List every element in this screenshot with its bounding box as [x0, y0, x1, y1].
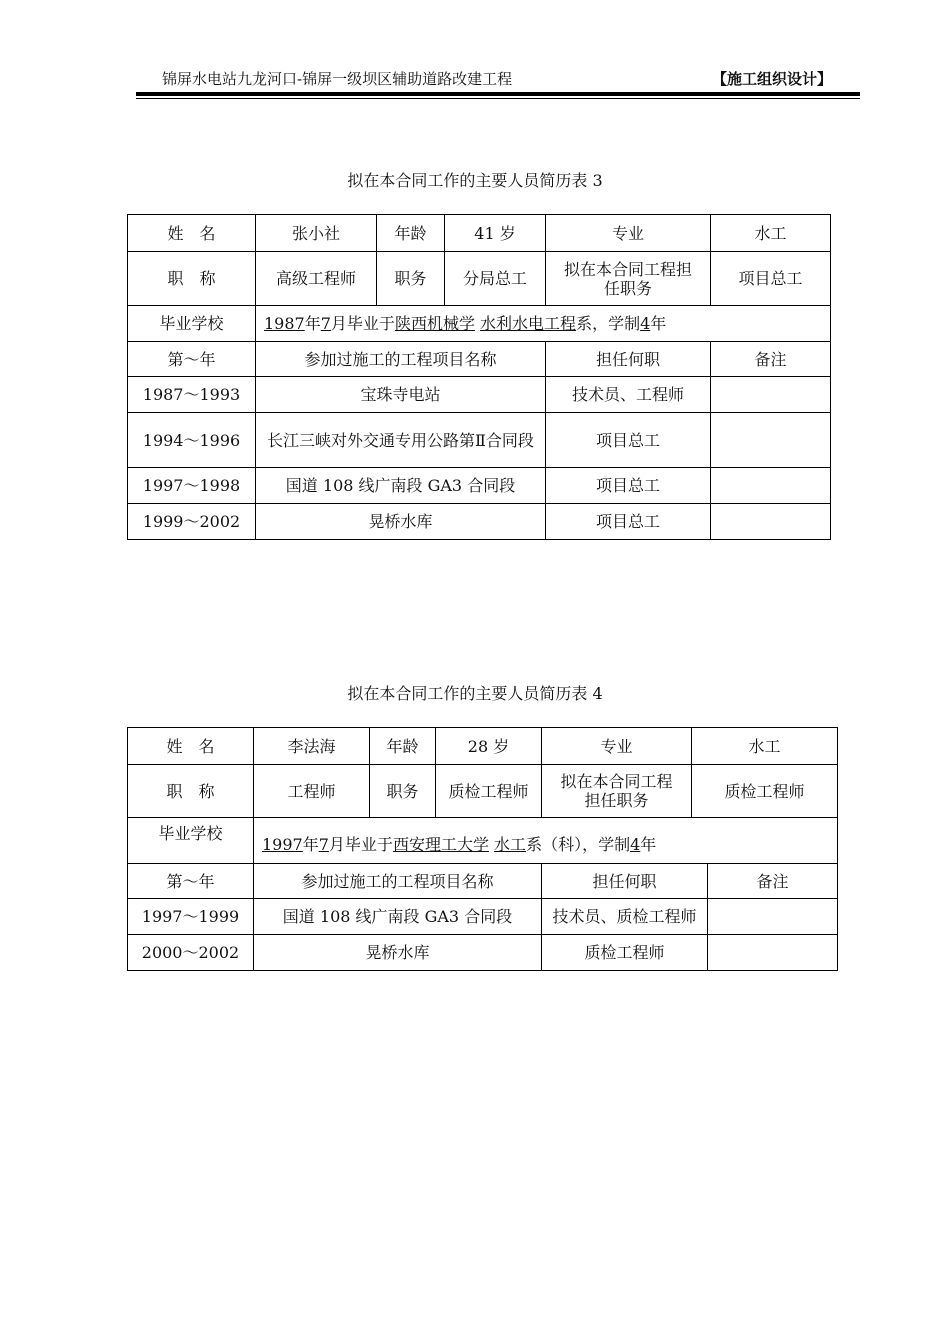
name-label: 姓 名	[128, 215, 256, 252]
table-row	[128, 935, 838, 971]
department: 水利水电工程	[480, 314, 577, 333]
role-cell: 项目总工	[546, 413, 711, 468]
period-cell: 1997～1998	[128, 468, 256, 504]
role-cell: 项目总工	[546, 504, 711, 540]
period-cell: 1997～1999	[128, 899, 254, 935]
note-cell	[708, 899, 838, 935]
table-row	[128, 468, 831, 504]
role-value: 质检工程师	[692, 765, 838, 818]
table-header-row	[128, 864, 838, 899]
table-row	[128, 306, 831, 342]
age-value: 28 岁	[436, 728, 542, 765]
school-label: 毕业学校	[128, 818, 254, 864]
school-value: 1997年7月毕业于西安理工大学 水工系（科），学制4年	[254, 818, 838, 864]
grad-month: 7	[318, 835, 329, 854]
table-row	[128, 728, 838, 765]
project-cell: 宝珠寺电站	[256, 377, 546, 413]
project-cell: 长江三峡对外交通专用公路第Ⅱ合同段	[256, 413, 546, 468]
table4-caption: 拟在本合同工作的主要人员简历表 4	[347, 684, 603, 703]
post-value: 分局总工	[445, 252, 546, 306]
role-cell: 质检工程师	[542, 935, 708, 971]
col-year: 第～年	[128, 864, 254, 899]
header-rule-thin	[136, 98, 860, 99]
role-label: 拟在本合同工程担任职务	[546, 252, 711, 306]
school-label: 毕业学校	[128, 306, 256, 342]
name-value: 李法海	[254, 728, 370, 765]
major-value: 水工	[711, 215, 831, 252]
post-label: 职务	[377, 252, 445, 306]
title-label: 职 称	[128, 765, 254, 818]
age-label: 年龄	[377, 215, 445, 252]
major-label: 专业	[542, 728, 692, 765]
resume-table-4	[127, 727, 838, 971]
col-note: 备注	[708, 864, 838, 899]
header-rule-thick	[136, 92, 860, 96]
title-label: 职 称	[128, 252, 256, 306]
project-cell: 晃桥水库	[256, 504, 546, 540]
department: 水工	[494, 835, 527, 854]
project-cell: 国道 108 线广南段 GA3 合同段	[256, 468, 546, 504]
col-year: 第～年	[128, 342, 256, 377]
period-cell: 1994～1996	[128, 413, 256, 468]
col-project: 参加过施工的工程项目名称	[254, 864, 542, 899]
col-project: 参加过施工的工程项目名称	[256, 342, 546, 377]
name-label: 姓 名	[128, 728, 254, 765]
document-type: 【施工组织设计】	[711, 70, 832, 88]
period-cell: 1987～1993	[128, 377, 256, 413]
period-cell: 2000～2002	[128, 935, 254, 971]
note-cell	[711, 377, 831, 413]
resume-table-3	[127, 214, 831, 540]
table-row	[128, 252, 831, 306]
grad-year: 1997	[262, 835, 303, 854]
table-row	[128, 413, 831, 468]
university: 陕西机械学	[394, 314, 475, 333]
table-row	[128, 818, 838, 864]
table3-caption: 拟在本合同工作的主要人员简历表 3	[347, 171, 603, 190]
school-value: 1987年7月毕业于陕西机械学 水利水电工程系，学制4年	[256, 306, 831, 342]
study-years: 4	[630, 835, 641, 854]
project-cell: 国道 108 线广南段 GA3 合同段	[254, 899, 542, 935]
table-row	[128, 504, 831, 540]
note-cell	[708, 935, 838, 971]
major-value: 水工	[692, 728, 838, 765]
table-row	[128, 765, 838, 818]
post-value: 质检工程师	[436, 765, 542, 818]
table-row	[128, 215, 831, 252]
age-label: 年龄	[370, 728, 436, 765]
table-row	[128, 899, 838, 935]
col-note: 备注	[711, 342, 831, 377]
name-value: 张小社	[256, 215, 377, 252]
note-cell	[711, 504, 831, 540]
grad-year: 1987	[264, 314, 305, 333]
col-role: 担任何职	[546, 342, 711, 377]
title-value: 高级工程师	[256, 252, 377, 306]
table-header-row	[128, 342, 831, 377]
note-cell	[711, 413, 831, 468]
role-cell: 项目总工	[546, 468, 711, 504]
note-cell	[711, 468, 831, 504]
table-row	[128, 377, 831, 413]
title-value: 工程师	[254, 765, 370, 818]
age-value: 41 岁	[445, 215, 546, 252]
major-label: 专业	[546, 215, 711, 252]
col-role: 担任何职	[542, 864, 708, 899]
period-cell: 1999～2002	[128, 504, 256, 540]
project-title: 锦屏水电站九龙河口-锦屏一级坝区辅助道路改建工程	[162, 70, 513, 88]
role-cell: 技术员、工程师	[546, 377, 711, 413]
university: 西安理工大学	[392, 835, 489, 854]
post-label: 职务	[370, 765, 436, 818]
grad-month: 7	[320, 314, 331, 333]
role-value: 项目总工	[711, 252, 831, 306]
role-cell: 技术员、质检工程师	[542, 899, 708, 935]
role-label: 拟在本合同工程担任职务	[542, 765, 692, 818]
study-years: 4	[640, 314, 651, 333]
project-cell: 晃桥水库	[254, 935, 542, 971]
